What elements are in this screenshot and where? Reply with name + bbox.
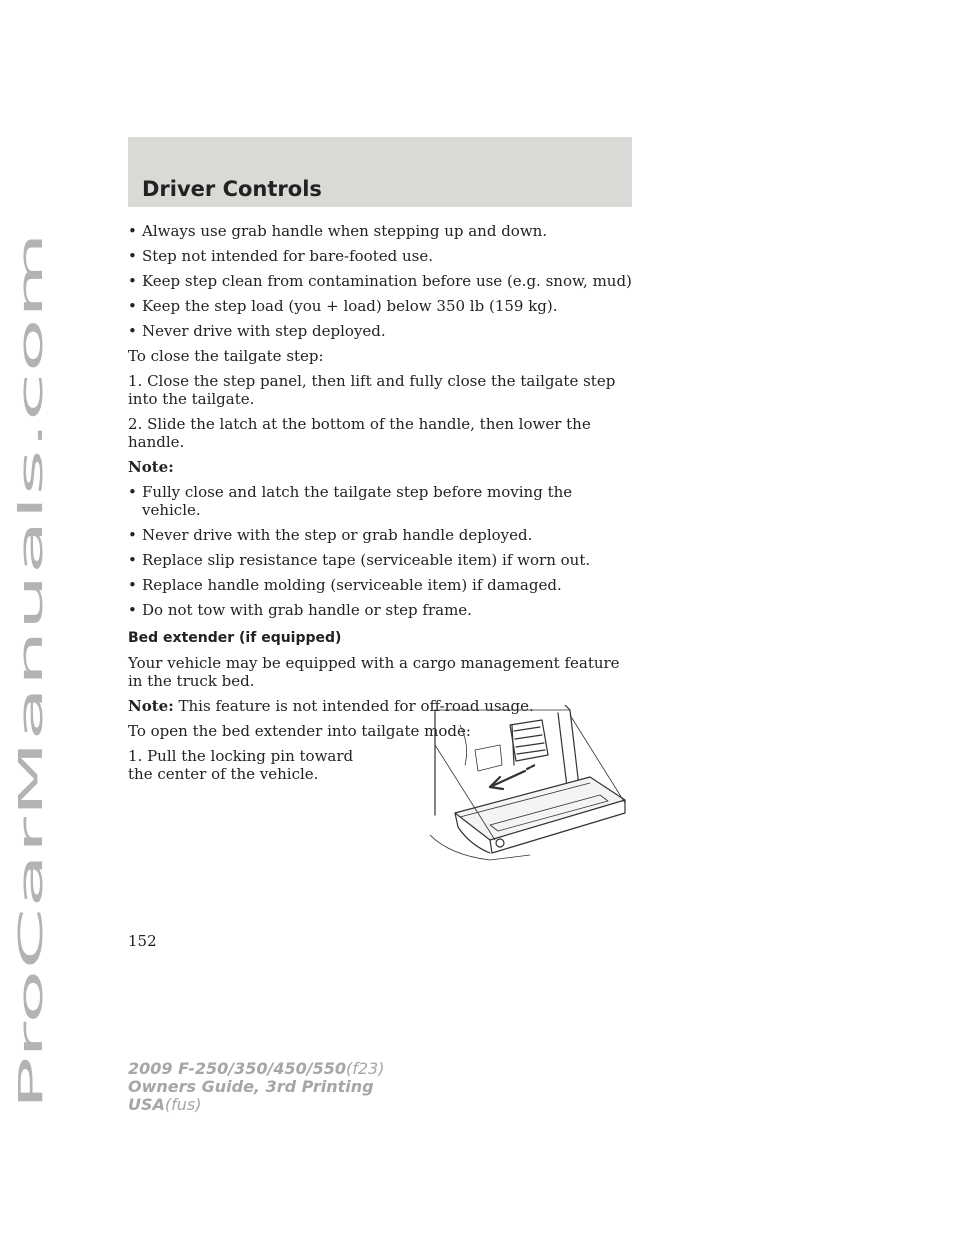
footer-line-2: Owners Guide, 3rd Printing [128,1077,374,1096]
footer-region-code: (fus) [164,1095,202,1114]
bullet-item: • Step not intended for bare-footed use. [128,247,433,265]
bullet-text: Do not tow with grab handle or step frame. [142,601,472,619]
bullet-item: • Do not tow with grab handle or step frame. [128,601,472,619]
close-step-2: 2. Slide the latch at the bottom of the handle, then lower the handle. [128,415,591,451]
bullet-item: • Fully close and latch the tailgate step before moving the vehicle. [128,483,573,519]
bullet-text: Replace slip resistance tape (serviceable item) if worn out. [142,551,591,569]
bed-extender-heading: Bed extender (if equipped) [128,630,342,646]
footer-code: (f23) [346,1059,385,1078]
bullet-text: Always use grab handle when stepping up and down. [142,222,548,240]
bullet-item: • Never drive with step deployed. [128,322,386,340]
bullet-text: Step not intended for bare-footed use. [142,247,433,265]
section-title: Driver Controls [142,177,322,201]
bullet-text: Never drive with the step or grab handle deployed. [142,526,533,544]
section-header [128,137,632,207]
footer-line-1 [128,1060,384,1078]
bullet-item: • Never drive with the step or grab handle deployed. [128,526,533,544]
watermark [12,230,52,1110]
bullet-item: • Keep step clean from contamination before use (e.g. snow, mud) [128,272,632,290]
bullet-text: Keep step clean from contamination before use (e.g. snow, mud) [142,272,632,290]
bullet-item: • Replace handle molding (serviceable item) if damaged. [128,576,562,594]
bullet-text: Never drive with step deployed. [142,322,386,340]
bullet-item: • Always use grab handle when stepping up and down. [128,222,548,240]
page-number: 152 [128,932,157,950]
bullet-item: • Keep the step load (you + load) below 350 lb (159 kg). [128,297,558,315]
bullet-text: Keep the step load (you + load) below 350 lb (159 kg). [142,297,558,315]
bullet-text: Replace handle molding (serviceable item) if damaged. [142,576,562,594]
close-step-1: 1. Close the step panel, then lift and fully close the tailgate step into the tailgate. [128,372,616,408]
open-step-1: 1. Pull the locking pin toward the center of the vehicle. [128,747,354,783]
bullet-text: Fully close and latch the tailgate step before moving the vehicle. [142,483,573,519]
footer-line-3 [128,1096,384,1114]
close-intro: To close the tailgate step: [128,347,324,365]
note-label: Note: [128,458,174,476]
footer [128,1060,384,1114]
bed-extender-intro: Your vehicle may be equipped with a cargo management feature in the truck bed. [128,654,620,690]
footer-region: USA [128,1095,165,1114]
note-text: This feature is not intended for off-road usage. [178,697,534,715]
note-label: Note: [128,697,174,715]
bullet-item: • Replace slip resistance tape (serviceable item) if worn out. [128,551,591,569]
tailgate-illustration [430,705,630,865]
footer-model: 2009 F-250/350/450/550 [128,1059,346,1078]
watermark-text: ProCarManuals.com [12,782,50,1110]
open-intro: To open the bed extender into tailgate mode: [128,722,471,740]
